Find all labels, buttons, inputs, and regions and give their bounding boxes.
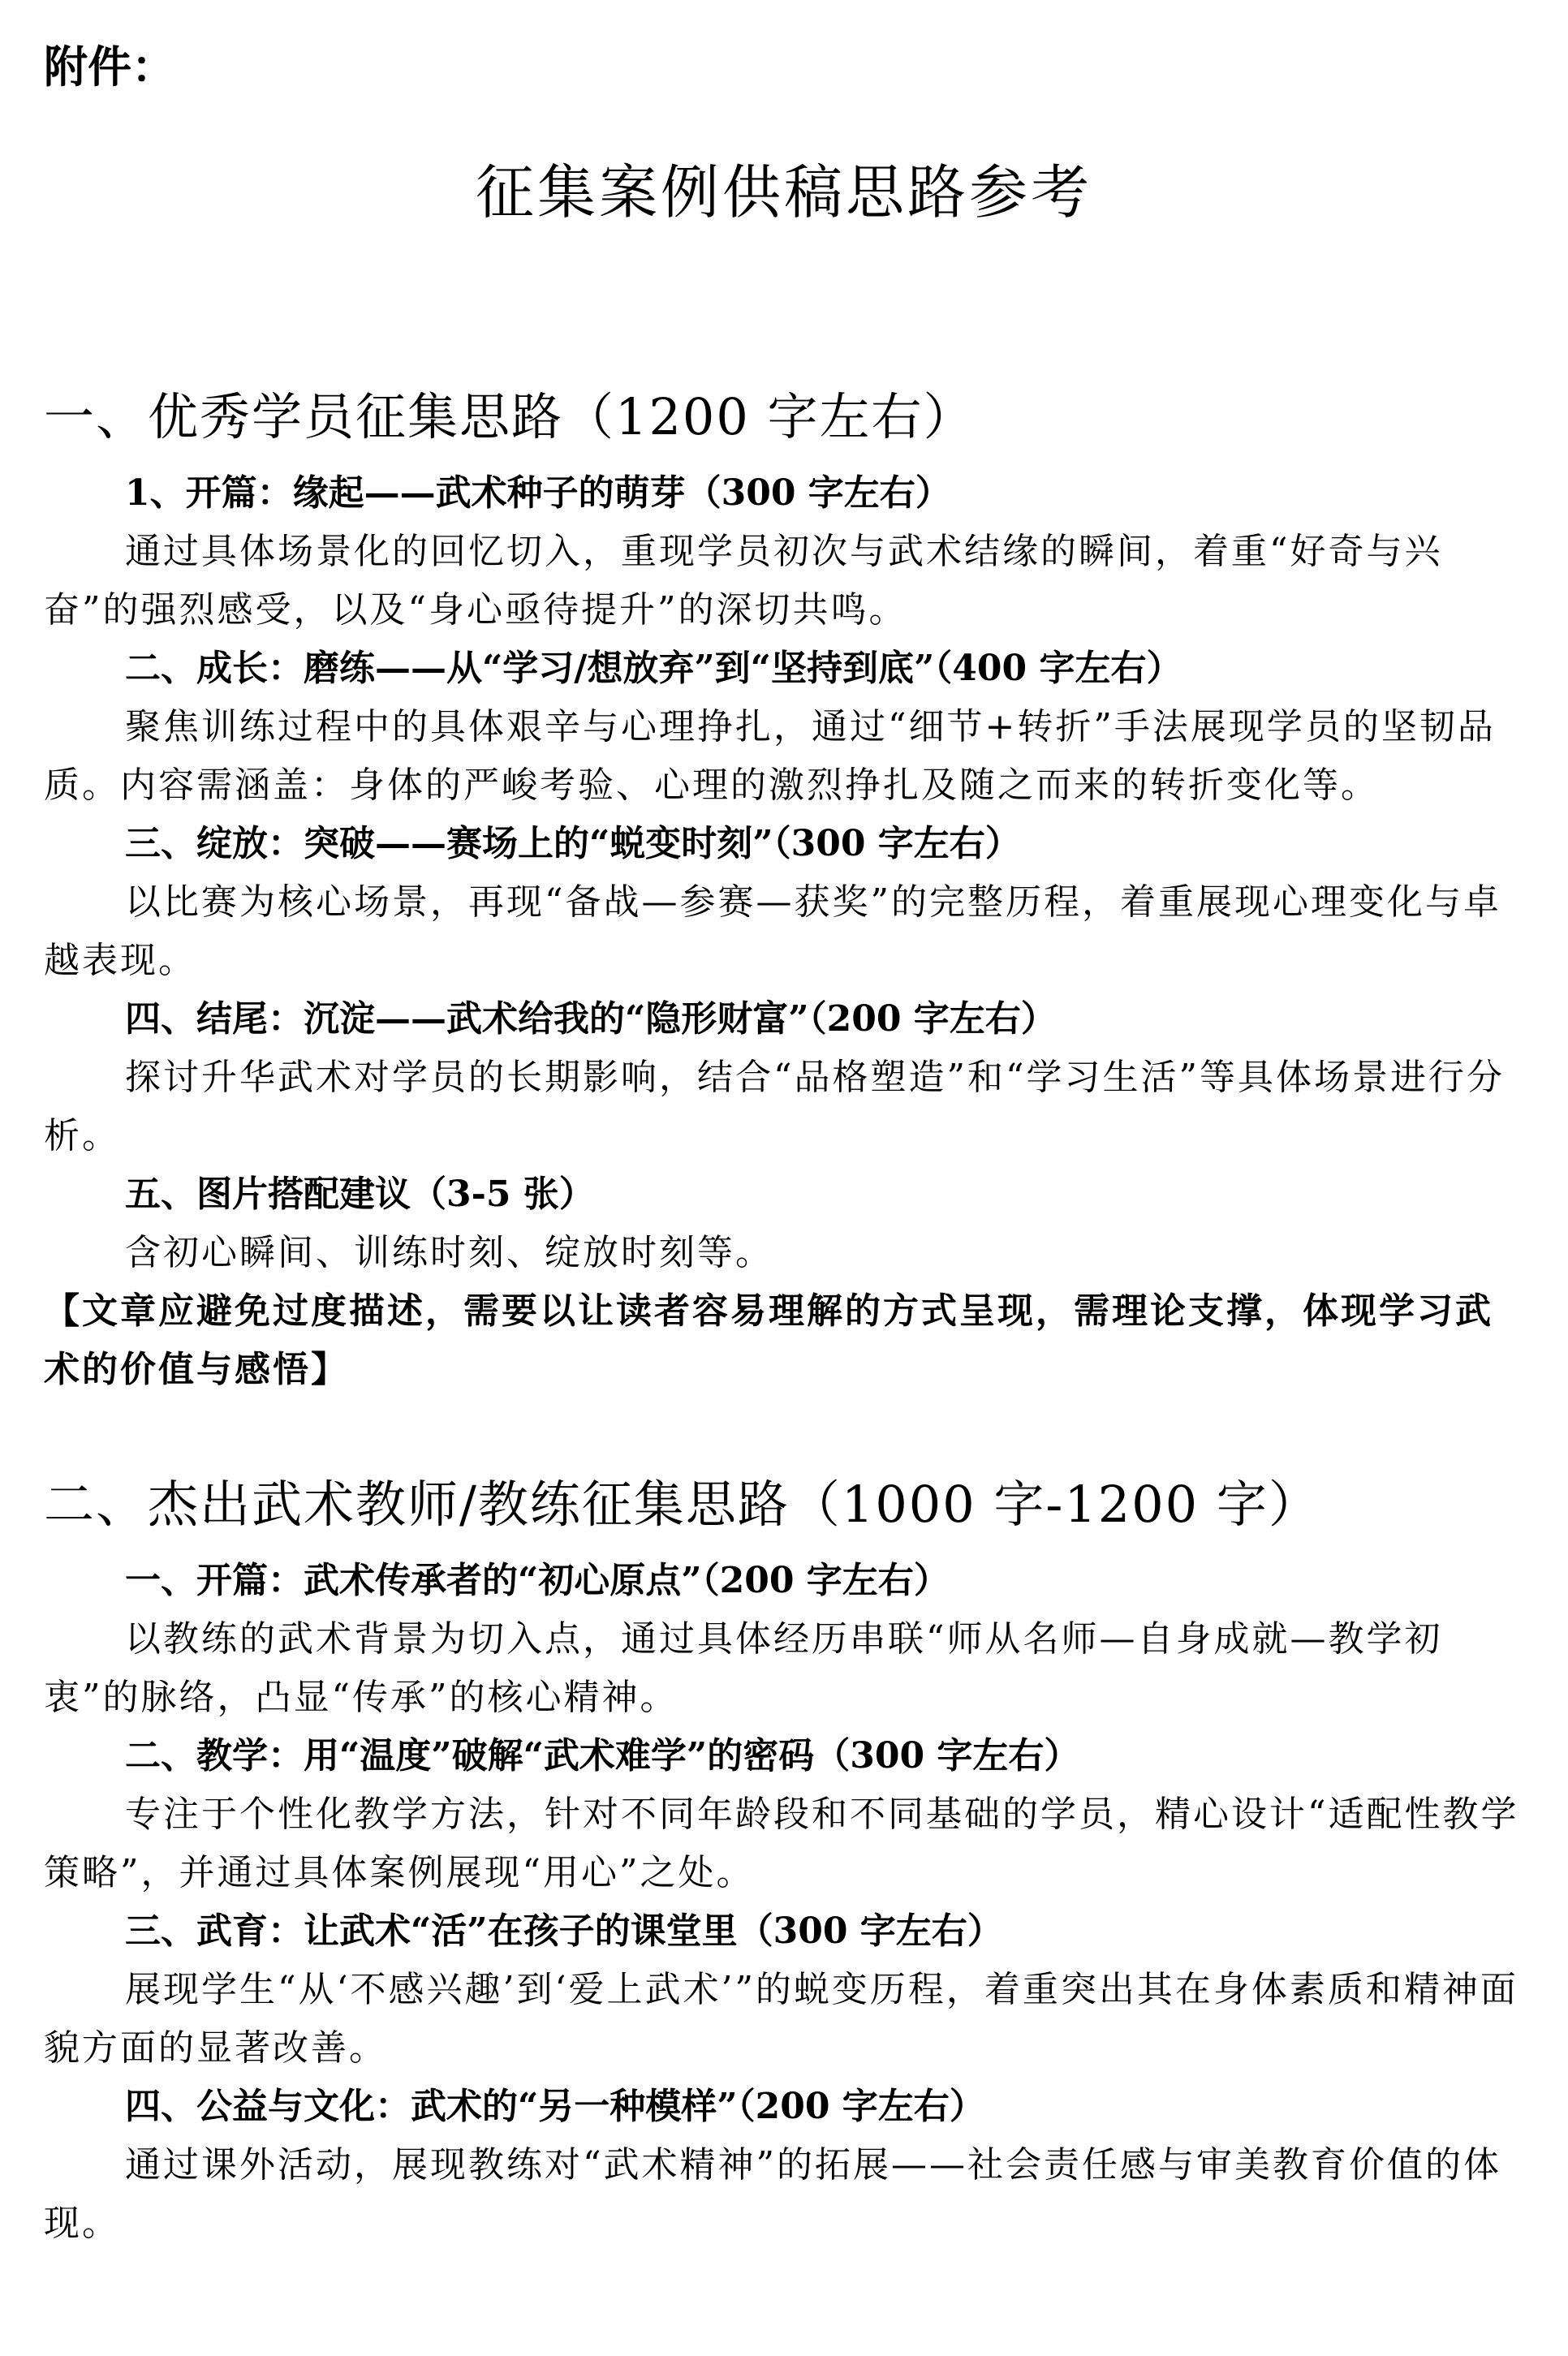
section-body [44, 464, 1524, 1399]
section-body [44, 1552, 1524, 2253]
paragraph: 通过课外活动，展现教练对“武术精神”的拓展——社会责任感与审美教育价值的体现。 [44, 2144, 1501, 2244]
subheading: 一、开篇：武术传承者的“初心原点”（200 字左右） [125, 1560, 950, 1601]
paragraph: 探讨升华武术对学员的长期影响，结合“品格塑造”和“学习生活”等具体场景进行分析。 [44, 1057, 1505, 1156]
section-heading: 二、杰出武术教师/教练征集思路（1000 字-1200 字） [44, 1475, 1320, 1534]
section-outstanding-students [44, 377, 1524, 1399]
paragraph: 含初心瞬间、训练时刻、绽放时刻等。 [125, 1232, 773, 1273]
paragraph: 专注于个性化教学方法，针对不同年龄段和不同基础的学员，精心设计“适配性教学策略”，并通过具体案例展现“用心”之处。 [44, 1794, 1519, 1893]
subheading: 三、绽放：突破——赛场上的“蜕变时刻”（300 字左右） [125, 823, 1021, 864]
subheading: 二、成长：磨练——从“学习/想放弃”到“坚持到底”（400 字左右） [125, 648, 1182, 689]
subheading: 三、武育：让武术“活”在孩子的课堂里（300 字左右） [125, 1910, 1003, 1952]
attachment-label: 附件： [44, 41, 175, 93]
subheading: 1、开篇：缘起——武术种子的萌芽（300 字左右） [125, 472, 951, 514]
subheading: 五、图片搭配建议（3-5 张） [125, 1174, 595, 1215]
section-outstanding-teachers [44, 1464, 1524, 2253]
paragraph: 以比赛为核心场景，再现“备战—参赛—获奖”的完整历程，着重展现心理变化与卓越表现。 [44, 881, 1501, 981]
paragraph: 聚焦训练过程中的具体艰辛与心理挣扎，通过“细节+转折”手法展现学员的坚韧品质。内容需涵盖：身体的严峻考验、心理的激烈挣扎及随之而来的转折变化等。 [44, 706, 1496, 806]
subheading: 二、教学：用“温度”破解“武术难学”的密码（300 字左右） [125, 1735, 1080, 1777]
section-note: 【文章应避免过度描述，需要以让读者容易理解的方式呈现，需理论支撑，体现学习武术的价值与感悟】 [44, 1290, 1493, 1390]
paragraph: 通过具体场景化的回忆切入，重现学员初次与武术结缘的瞬间，着重“好奇与兴奋”的强烈感受，以及“身心亟待提升”的深切共鸣。 [44, 531, 1443, 631]
paragraph: 展现学生“从‘不感兴趣’到‘爱上武术’”的蜕变历程，着重突出其在身体素质和精神面貌方面的显著改善。 [44, 1969, 1518, 2069]
subheading: 四、公益与文化：武术的“另一种模样”（200 字左右） [125, 2086, 985, 2127]
subheading: 四、结尾：沉淀——武术给我的“隐形财富”（200 字左右） [125, 998, 1057, 1040]
document-title: 征集案例供稿思路参考 [475, 158, 1092, 226]
paragraph: 以教练的武术背景为切入点，通过具体经历串联“师从名师—自身成就—教学初衷”的脉络，凸显“传承”的核心精神。 [44, 1618, 1443, 1718]
section-heading: 一、优秀学员征集思路（1200 字左右） [44, 387, 976, 446]
